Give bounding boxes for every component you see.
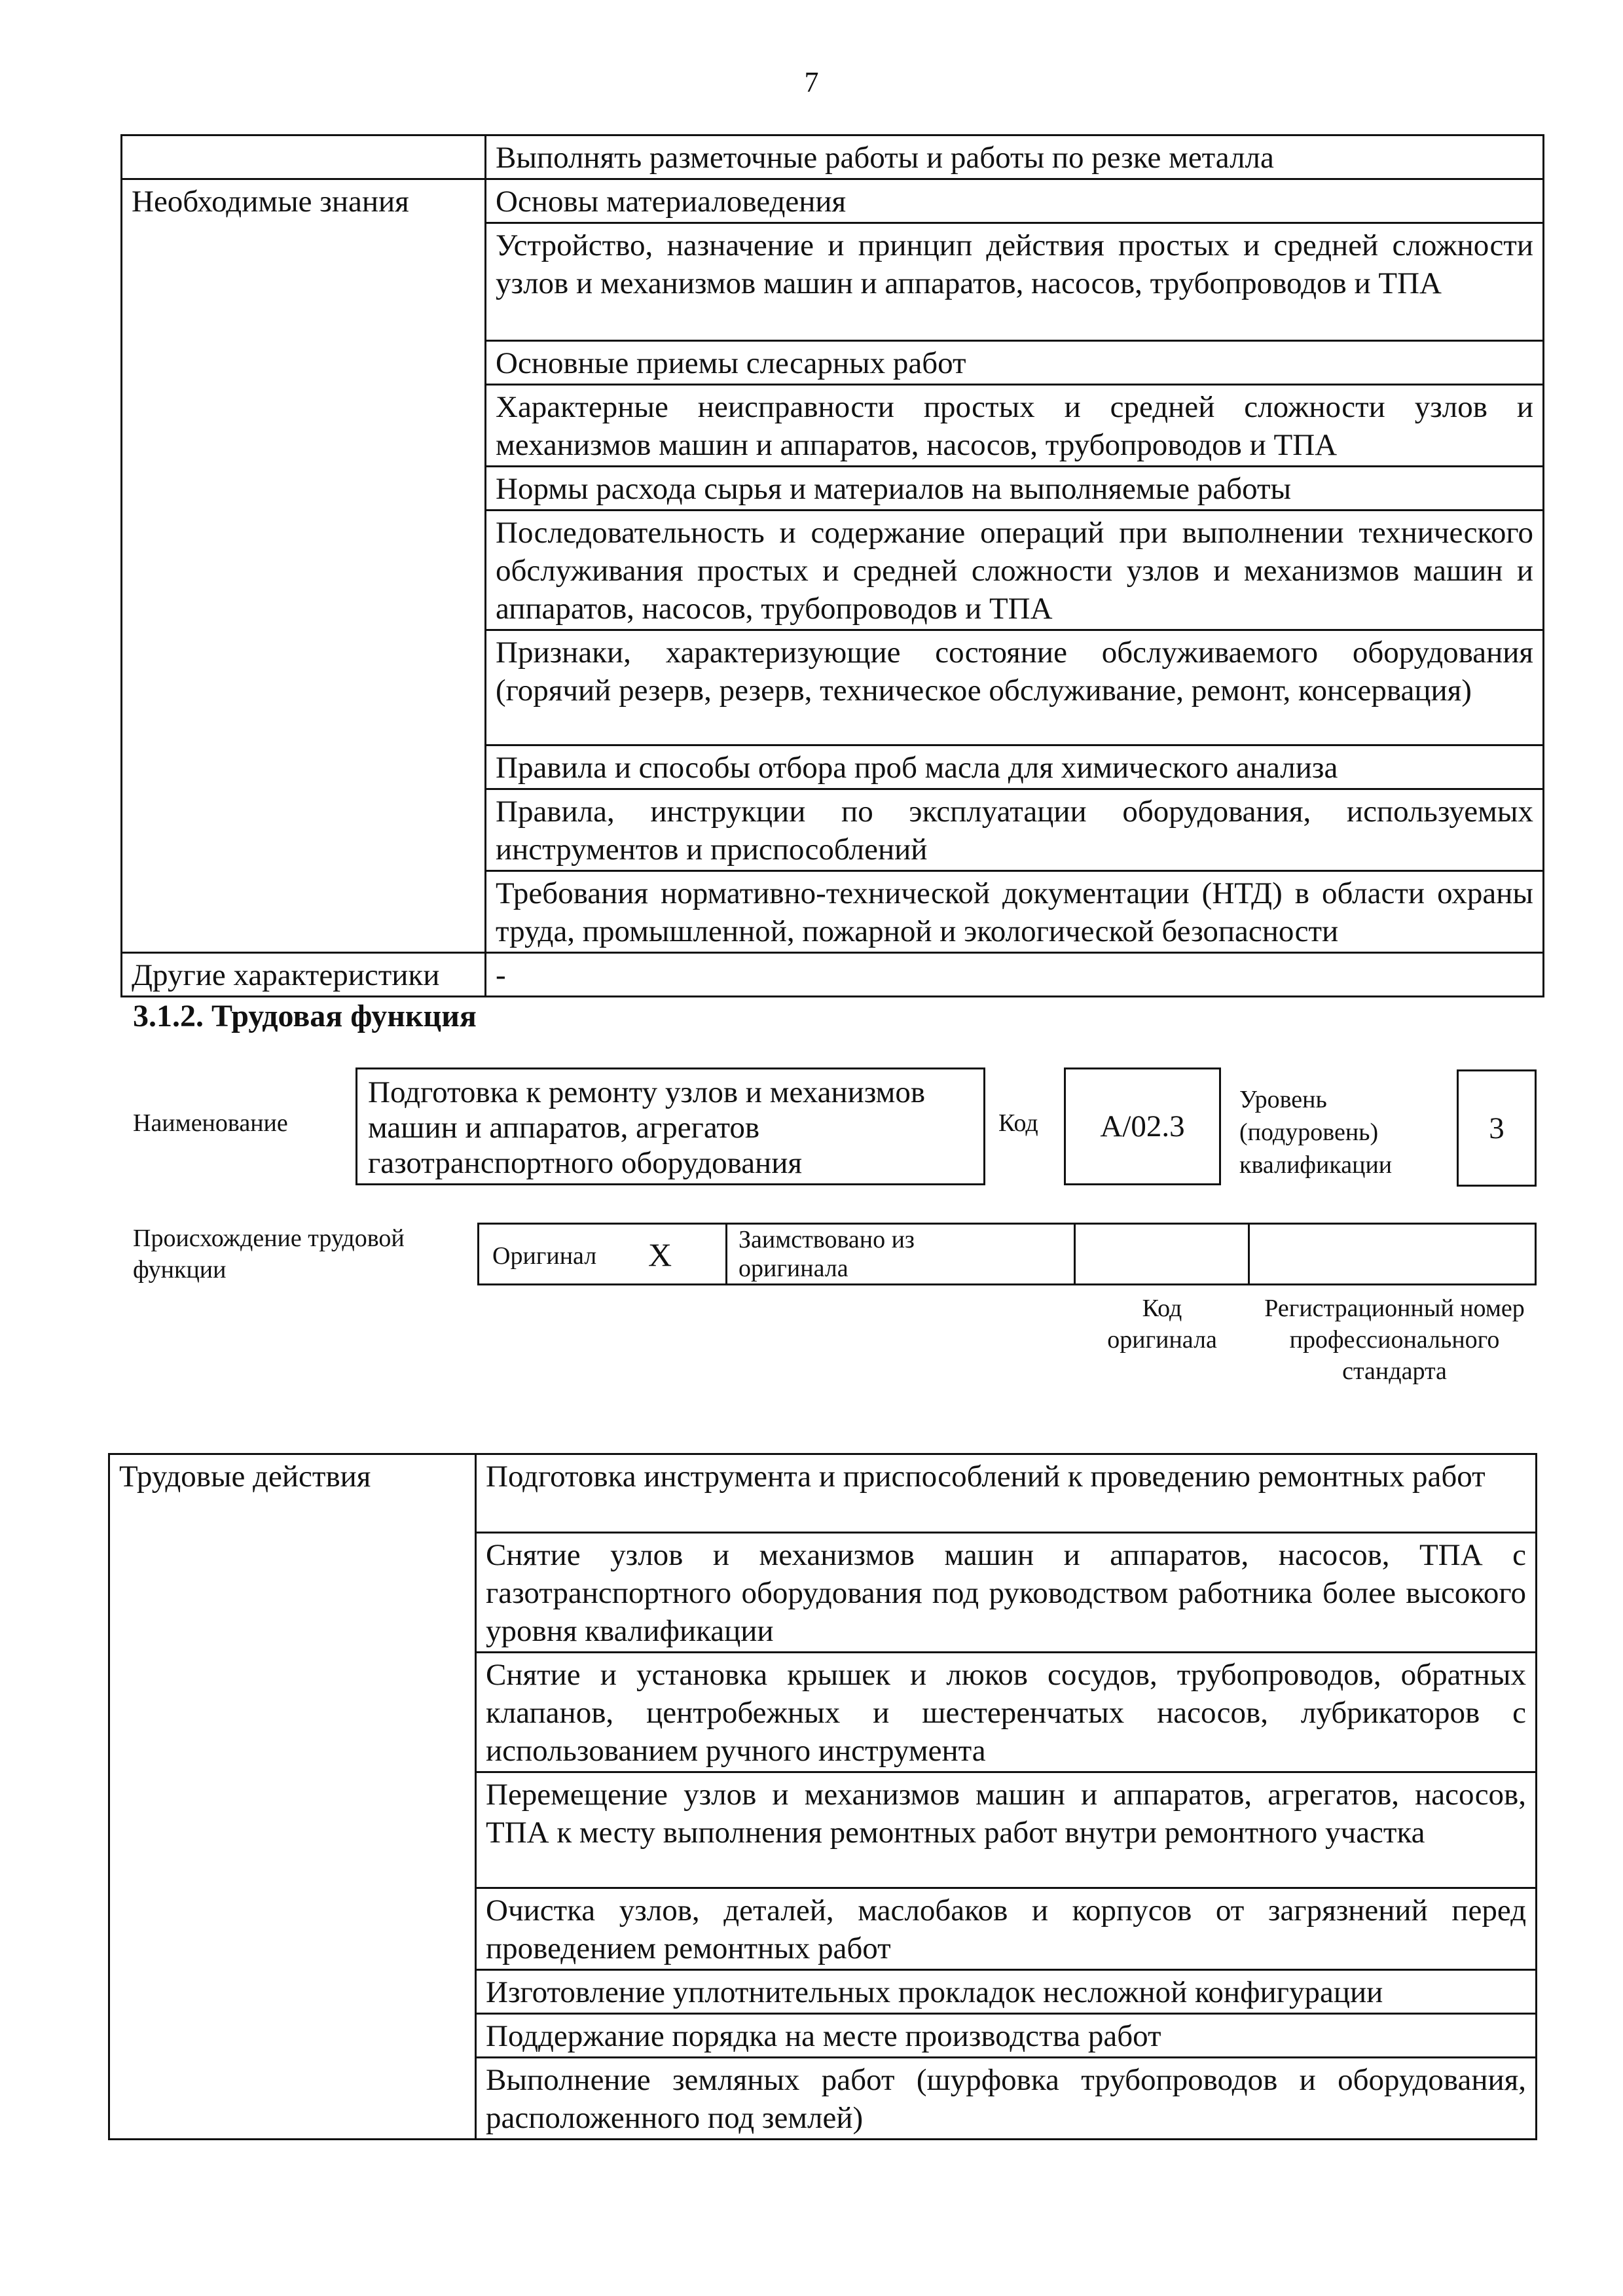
level-value: 3 — [1489, 1111, 1504, 1145]
table-cell: Признаки, характеризующие состояние обслуживаемого оборудования (горячий резерв, резерв, техническое обслуживание, ремонт, консервация) — [486, 630, 1544, 745]
level-value-box — [1457, 1069, 1537, 1187]
table-cell: - — [486, 953, 1544, 997]
table-cell: Характерные неисправности простых и средней сложности узлов и механизмов машин и аппаратов, насосов, трубопроводов и ТПА — [486, 385, 1544, 467]
table-cell: Изготовление уплотнительных прокладок несложной конфигурации — [476, 1970, 1537, 2014]
table-cell: Перемещение узлов и механизмов машин и аппаратов, агрегатов, насосов, ТПА к месту выполнения ремонтных работ внутри ремонтного участка — [476, 1772, 1537, 1888]
row-label-knowledge: Необходимые знания — [122, 179, 486, 953]
origin-divider — [725, 1223, 727, 1285]
table-cell: Выполнение земляных работ (шурфовка трубопроводов и оборудования, расположенного под землей) — [476, 2058, 1537, 2140]
table-cell: Последовательность и содержание операций при выполнении технического обслуживания простых и средней сложности узлов и механизмов машин и аппаратов, насосов, трубопроводов и ТПА — [486, 511, 1544, 630]
table-cell: Выполнять разметочные работы и работы по резке металла — [486, 135, 1544, 179]
table-cell: Очистка узлов, деталей, маслобаков и корпусов от загрязнений перед проведением ремонтных работ — [476, 1888, 1537, 1970]
table-cell: Устройство, назначение и принцип действия простых и средней сложности узлов и механизмов машин и аппаратов, насосов, трубопроводов и ТПА — [486, 223, 1544, 341]
table-cell: Правила, инструкции по эксплуатации оборудования, используемых инструментов и приспособлений — [486, 789, 1544, 871]
origin-code-caption: Код оригинала — [1107, 1295, 1217, 1354]
original-mark: X — [648, 1236, 672, 1273]
original-label: Оригинал — [492, 1242, 597, 1270]
name-value-box — [356, 1067, 985, 1185]
origin-divider — [1074, 1223, 1076, 1285]
table-row — [122, 179, 1544, 223]
code-value-box — [1064, 1067, 1221, 1185]
table-cell: Подготовка инструмента и приспособлений к проведению ремонтных работ — [476, 1454, 1537, 1533]
name-label: Наименование — [133, 1109, 288, 1137]
table-cell: Поддержание порядка на месте производства работ — [476, 2014, 1537, 2058]
table-cell: Снятие и установка крышек и люков сосудов, трубопроводов, обратных клапанов, центробежных и шестеренчатых насосов, лубрикаторов с использованием ручного инструмента — [476, 1653, 1537, 1772]
row-label-other: Другие характеристики — [122, 953, 486, 997]
table-row — [122, 953, 1544, 997]
table-cell: Основы материаловедения — [486, 179, 1544, 223]
table-row — [122, 135, 1544, 179]
table-cell: Требования нормативно-технической документации (НТД) в области охраны труда, промышленной, пожарной и экологической безопасности — [486, 871, 1544, 953]
section-title: 3.1.2. Трудовая функция — [133, 999, 477, 1033]
code-value: А/02.3 — [1100, 1109, 1185, 1143]
page-number: 7 — [804, 66, 819, 98]
table-cell: Нормы расхода сырья и материалов на выполняемые работы — [486, 467, 1544, 511]
knowledge-table — [120, 134, 1544, 997]
table-row — [109, 1454, 1537, 1533]
origin-divider — [1248, 1223, 1250, 1285]
labor-actions-table — [108, 1453, 1537, 2140]
table-cell: Снятие узлов и механизмов машин и аппаратов, насосов, ТПА с газотранспортного оборудования под руководством работника более высокого уровня квалификации — [476, 1533, 1537, 1653]
row-label-labor-actions: Трудовые действия — [109, 1454, 476, 2140]
origin-row — [477, 1223, 1537, 1285]
level-label: Уровень (подуровень) квалификации — [1239, 1086, 1393, 1179]
reg-number-caption: Регистрационный номер профессионального стандарта — [1264, 1295, 1525, 1385]
borrowed-label: Заимствовано из оригинала — [739, 1226, 915, 1282]
table-cell: Основные приемы слесарных работ — [486, 341, 1544, 385]
name-value: Подготовка к ремонту узлов и механизмов машин и аппаратов, агрегатов газотранспортного оборудования — [368, 1075, 926, 1180]
row-label — [122, 135, 486, 179]
origin-label: Происхождение трудовой функции — [133, 1225, 405, 1283]
table-cell: Правила и способы отбора проб масла для химического анализа — [486, 745, 1544, 789]
code-label: Код — [998, 1109, 1038, 1137]
